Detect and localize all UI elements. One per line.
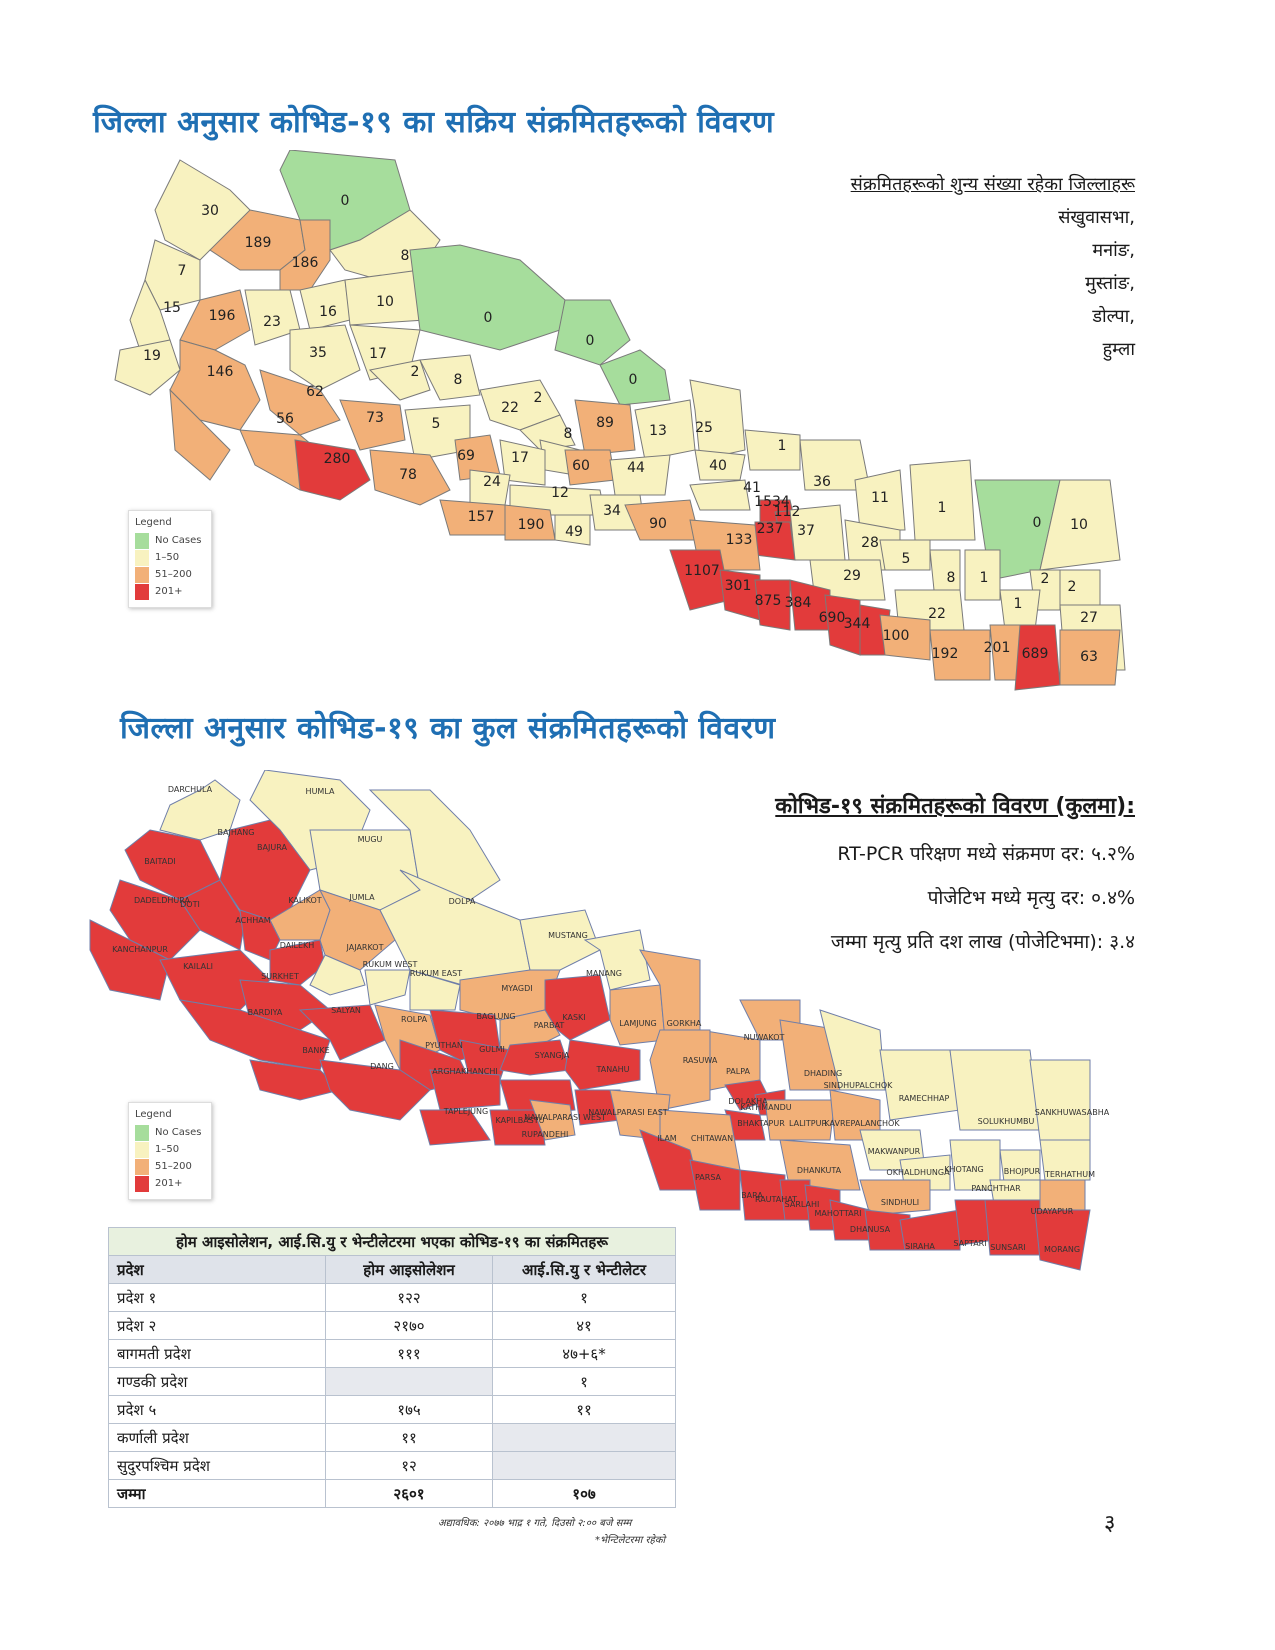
district-name-label: MUSTANG: [548, 931, 588, 940]
district-name-label: SUNSARI: [990, 1243, 1026, 1252]
district-case-count: 8: [563, 426, 573, 442]
district-name-label: PARBAT: [533, 1021, 565, 1030]
district-name-label: PYUTHAN: [425, 1041, 463, 1050]
table-row: [109, 1424, 676, 1452]
table-cell: जम्मा: [109, 1480, 326, 1508]
district-case-count: 201: [983, 640, 1011, 656]
legend-swatch: [135, 1176, 149, 1192]
district-case-count: 8: [453, 372, 463, 388]
district-case-count: 192: [931, 646, 959, 662]
district-name-label: NAWALPARASI WEST: [524, 1113, 606, 1122]
table-cell: १: [493, 1368, 676, 1396]
summary-heading: कोभिड-१९ संक्रमितहरूको विवरण (कुलमा):: [775, 794, 1135, 819]
table-cell: २६०१: [326, 1480, 493, 1508]
district-case-count: 196: [208, 308, 236, 324]
district-case-count: 133: [725, 532, 753, 548]
district-region: [610, 985, 665, 1045]
district-case-count: 189: [244, 235, 272, 251]
zero-case-district: मनांङ,: [1092, 240, 1135, 261]
district-case-count: 44: [627, 460, 645, 476]
district-case-count: 41: [743, 480, 761, 496]
district-name-label: DHADING: [803, 1069, 843, 1078]
district-case-count: 34: [603, 503, 621, 519]
district-name-label: MYAGDI: [501, 984, 533, 993]
district-name-label: KANCHANPUR: [112, 945, 168, 954]
district-case-count: 69: [457, 448, 475, 464]
district-name-label: KATHMANDU: [740, 1103, 792, 1112]
legend-label: 51–200: [155, 569, 192, 580]
table-cell: [493, 1424, 676, 1452]
district-name-label: DAILEKH: [279, 941, 315, 950]
legend-item: [135, 1176, 207, 1192]
district-case-count: 29: [843, 568, 861, 584]
table-cell: १२: [326, 1452, 493, 1480]
district-case-count: 0: [483, 310, 493, 326]
district-case-count: 280: [323, 451, 351, 467]
district-case-count: 15: [163, 300, 181, 316]
district-case-count: 7: [177, 263, 187, 279]
district-case-count: 1: [937, 500, 947, 516]
district-name-label: BARA: [741, 1191, 763, 1200]
district-name-label: BAITADI: [144, 857, 176, 866]
district-region: [430, 1070, 500, 1110]
district-name-label: DOLAKHA: [728, 1097, 768, 1106]
district-name-label: SINDHUPALCHOK: [823, 1081, 893, 1090]
district-name-label: RUKUM EAST: [409, 969, 463, 978]
district-case-count: 78: [399, 467, 417, 483]
district-region: [690, 480, 750, 510]
district-name-label: MAHOTTARI: [814, 1209, 862, 1218]
zero-case-district: डोल्पा,: [1092, 306, 1135, 327]
district-name-label: NAWALPARASI EAST: [588, 1108, 668, 1117]
legend-label: 51–200: [155, 1161, 192, 1172]
district-name-label: BAJHANG: [217, 828, 255, 837]
district-case-count: 17: [369, 346, 387, 362]
district-name-label: MANANG: [585, 969, 623, 978]
table-cell: [493, 1452, 676, 1480]
district-case-count: 11: [871, 490, 889, 506]
district-name-label: SINDHULI: [880, 1198, 920, 1207]
table-cell: प्रदेश १: [109, 1284, 326, 1312]
district-case-count: 689: [1021, 646, 1049, 662]
district-name-label: SARLAHI: [784, 1200, 820, 1209]
district-case-count: 63: [1080, 649, 1098, 665]
district-case-count: 16: [319, 304, 337, 320]
legend-label: No Cases: [155, 1127, 202, 1138]
legend-item: [135, 584, 207, 600]
district-case-count: 10: [376, 294, 394, 310]
table-cell: बागमती प्रदेश: [109, 1340, 326, 1368]
table-cell: १११: [326, 1340, 493, 1368]
district-region: [365, 970, 410, 1005]
district-name-label: RUKUM WEST: [362, 960, 418, 969]
district-case-count: 28: [861, 535, 879, 551]
legend-swatch: [135, 584, 149, 600]
map-legend: [128, 510, 212, 608]
district-name-label: DHANKUTA: [796, 1166, 842, 1175]
district-name-label: DANG: [370, 1062, 394, 1071]
district-case-count: 22: [501, 400, 519, 416]
legend-title: Legend: [135, 517, 172, 528]
table-caption: होम आइसोलेशन, आई.सि.यु र भेन्टीलेटरमा भएका कोभिड-१९ का संक्रमितहरू: [109, 1228, 676, 1256]
table-header: आई.सि.यु र भेन्टीलेटर: [493, 1256, 676, 1284]
district-region: [1035, 1210, 1090, 1270]
district-case-count: 8: [946, 570, 956, 586]
district-name-label: RAMECHHAP: [898, 1094, 950, 1103]
district-name-label: KAPILBASTU: [495, 1116, 545, 1125]
table-row: [109, 1396, 676, 1424]
table-row: [109, 1368, 676, 1396]
table-row: [109, 1452, 676, 1480]
table-header: होम आइसोलेशन: [326, 1256, 493, 1284]
case-fatality-rate: पोजेटिभ मध्ये मृत्यु दर: ०.४%: [927, 887, 1135, 909]
district-name-label: DARCHULA: [167, 785, 213, 794]
legend-item: [135, 533, 207, 549]
district-name-label: KAVREPALANCHOK: [824, 1119, 900, 1128]
district-case-count: 62: [306, 384, 324, 400]
district-name-label: BHAKTAPUR: [737, 1119, 785, 1128]
district-case-count: 1107: [684, 563, 720, 579]
district-name-label: DOLPA: [448, 897, 476, 906]
table-cell: गण्डकी प्रदेश: [109, 1368, 326, 1396]
district-case-count: 0: [585, 333, 595, 349]
district-case-count: 35: [309, 345, 327, 361]
district-region: [745, 430, 800, 470]
district-case-count: 384: [784, 595, 812, 611]
district-case-count: 237: [756, 521, 784, 537]
district-case-count: 186: [291, 255, 319, 271]
district-name-label: LALITPUR: [788, 1119, 828, 1128]
district-name-label: MAKWANPUR: [867, 1147, 921, 1156]
table-cell: ४१: [493, 1312, 676, 1340]
district-case-count: 36: [813, 474, 831, 490]
district-name-label: SOLUKHUMBU: [977, 1117, 1035, 1126]
district-region: [830, 1200, 870, 1240]
legend-label: 201+: [155, 586, 183, 597]
deaths-per-million: जम्मा मृत्यु प्रति दश लाख (पोजेटिभमा): ३.४: [830, 931, 1135, 953]
district-name-label: KAILALI: [183, 962, 213, 971]
district-case-count: 2: [533, 390, 543, 406]
legend-item: [135, 550, 207, 566]
zero-case-district: हुम्ला: [1102, 339, 1135, 360]
legend-swatch: [135, 550, 149, 566]
legend-item: [135, 1125, 207, 1141]
district-case-count: 5: [901, 551, 911, 567]
district-name-label: RASUWA: [682, 1056, 718, 1065]
district-case-count: 2: [410, 364, 420, 380]
district-name-label: ARGHAKHANCHI: [432, 1067, 498, 1076]
district-name-label: SIRAHA: [905, 1242, 935, 1251]
district-case-count: 2: [1040, 571, 1050, 587]
district-name-label: ROLPA: [400, 1015, 428, 1024]
legend-title: Legend: [135, 1109, 172, 1120]
district-case-count: 875: [754, 593, 782, 609]
legend-item: [135, 1142, 207, 1158]
legend-label: 1–50: [155, 1144, 180, 1155]
district-name-label: PANCHTHAR: [971, 1184, 1021, 1193]
district-case-count: 100: [882, 628, 910, 644]
district-case-count: 25: [695, 420, 713, 436]
table-cell: ४७+६*: [493, 1340, 676, 1368]
table-row: [109, 1340, 676, 1368]
district-case-count: 40: [709, 458, 727, 474]
district-case-count: 1: [1013, 596, 1023, 612]
district-region: [420, 355, 480, 400]
district-name-label: TANAHU: [596, 1065, 630, 1074]
district-case-count: 22: [928, 606, 946, 622]
table-cell: ११: [326, 1424, 493, 1452]
district-case-count: 10: [1070, 517, 1088, 533]
table-cell: प्रदेश २: [109, 1312, 326, 1340]
district-name-label: MORANG: [1043, 1245, 1081, 1254]
update-footnote: अद्यावधिक: २०७७ भाद्र १ गते, दिउसो २:०० बजे सम्म: [438, 1518, 632, 1529]
active-cases-title: जिल्ला अनुसार कोभिड-१९ का सक्रिय संक्रमितहरूको विवरण: [93, 105, 775, 140]
district-case-count: 89: [596, 415, 614, 431]
district-case-count: 301: [724, 578, 752, 594]
district-name-label: SANKHUWASABHA: [1034, 1108, 1110, 1117]
zero-case-district: मुस्तांङ,: [1085, 273, 1135, 294]
district-case-count: 30: [201, 203, 219, 219]
table-cell: २१७०: [326, 1312, 493, 1340]
total-cases-title: जिल्ला अनुसार कोभिड-१९ का कुल संक्रमितहरूको विवरण: [120, 711, 776, 746]
district-case-count: 49: [565, 524, 583, 540]
district-case-count: 8: [400, 248, 410, 264]
table-cell: ११: [493, 1396, 676, 1424]
district-case-count: 56: [276, 411, 294, 427]
district-name-label: UDAYAPUR: [1030, 1207, 1074, 1216]
district-name-label: SALYAN: [331, 1006, 361, 1015]
district-case-count: 0: [628, 372, 638, 388]
district-name-label: TAPLEJUNG: [443, 1107, 489, 1116]
district-case-count: 60: [572, 458, 590, 474]
legend-swatch: [135, 533, 149, 549]
district-name-label: SAPTARI: [953, 1239, 987, 1248]
table-cell: १२२: [326, 1284, 493, 1312]
legend-item: [135, 567, 207, 583]
legend-swatch: [135, 1142, 149, 1158]
district-name-label: SURKHET: [261, 972, 299, 981]
zero-case-districts: [851, 168, 1135, 366]
legend-label: 1–50: [155, 552, 180, 563]
district-name-label: BAGLUNG: [476, 1012, 516, 1021]
district-name-label: TERHATHUM: [1044, 1170, 1096, 1179]
district-name-label: ILAM: [657, 1134, 677, 1143]
district-name-label: LAMJUNG: [619, 1019, 657, 1028]
table-cell: १७५: [326, 1396, 493, 1424]
legend-swatch: [135, 567, 149, 583]
district-case-count: 24: [483, 474, 501, 490]
district-case-count: 27: [1080, 610, 1098, 626]
district-name-label: KALIKOT: [288, 896, 322, 905]
district-name-label: DADELDHURA: [134, 896, 190, 905]
district-name-label: PARSA: [694, 1173, 722, 1182]
district-case-count: 12: [551, 485, 569, 501]
legend-swatch: [135, 1159, 149, 1175]
district-case-count: 1: [979, 570, 989, 586]
district-case-count: 0: [1032, 515, 1042, 531]
district-case-count: 5: [431, 416, 441, 432]
ventilator-footnote: *भेन्टिलेटरमा रहेको: [595, 1535, 666, 1546]
district-case-count: 146: [206, 364, 234, 380]
table-row: [109, 1312, 676, 1340]
district-name-label: NUWAKOT: [743, 1033, 785, 1042]
table-cell: १: [493, 1284, 676, 1312]
table-total-row: [109, 1480, 676, 1508]
district-name-label: BARDIYA: [247, 1008, 283, 1017]
district-region: [410, 245, 565, 350]
legend-label: 201+: [155, 1178, 183, 1189]
map-legend: [128, 1102, 212, 1200]
table-cell: प्रदेश ५: [109, 1396, 326, 1424]
district-case-count: 19: [143, 348, 161, 364]
district-case-count: 1: [777, 438, 787, 454]
page-number: ३: [1104, 1511, 1116, 1536]
district-case-count: 190: [517, 517, 545, 533]
district-case-count: 112: [773, 504, 801, 520]
district-name-label: BANKE: [302, 1046, 330, 1055]
district-name-label: PALPA: [725, 1067, 751, 1076]
district-name-label: CHITAWAN: [690, 1134, 734, 1143]
district-name-label: JUMLA: [349, 893, 375, 902]
district-name-label: OKHALDHUNGA: [886, 1168, 950, 1177]
summary-stats: [775, 790, 1135, 964]
district-case-count: 37: [797, 523, 815, 539]
district-region: [295, 440, 370, 500]
legend-label: No Cases: [155, 535, 202, 546]
district-name-label: RAUTAHAT: [754, 1195, 798, 1204]
district-name-label: GULMI: [479, 1045, 505, 1054]
zero-case-heading: संक्रमितहरूको शुन्य संख्या रहेका जिल्लाहरू: [850, 174, 1135, 195]
district-case-count: 90: [649, 516, 667, 532]
district-case-count: 690: [818, 610, 846, 626]
district-case-count: 2: [1067, 579, 1077, 595]
district-name-label: ACHHAM: [235, 916, 271, 925]
district-name-label: SYANGJA: [534, 1051, 570, 1060]
district-case-count: 157: [467, 509, 495, 525]
table-cell: १०७: [493, 1480, 676, 1508]
legend-item: [135, 1159, 207, 1175]
table-cell: सुदुरपश्चिम प्रदेश: [109, 1452, 326, 1480]
district-case-count: 1534: [754, 494, 790, 510]
positivity-rate: RT-PCR परिक्षण मध्ये संक्रमण दर: ५.२%: [837, 843, 1135, 865]
district-name-label: MUGU: [357, 835, 383, 844]
table-cell: कर्णाली प्रदेश: [109, 1424, 326, 1452]
district-case-count: 344: [843, 616, 871, 632]
zero-case-district: संखुवासभा,: [1058, 207, 1135, 228]
district-region: [1060, 570, 1100, 610]
district-name-label: DHANUSA: [849, 1225, 891, 1234]
district-name-label: BAJURA: [257, 843, 287, 852]
table-header: प्रदेश: [109, 1256, 326, 1284]
district-case-count: 73: [366, 410, 384, 426]
district-name-label: RUPANDEHI: [521, 1130, 569, 1139]
district-name-label: BHOJPUR: [1003, 1167, 1041, 1176]
table-row: [109, 1284, 676, 1312]
district-name-label: HUMLA: [305, 787, 335, 796]
district-case-count: 23: [263, 314, 281, 330]
district-name-label: JAJARKOT: [346, 943, 384, 952]
table-cell: [326, 1368, 493, 1396]
district-name-label: GORKHA: [666, 1019, 702, 1028]
district-case-count: 17: [511, 450, 529, 466]
district-case-count: 0: [340, 193, 350, 209]
district-case-count: 13: [649, 423, 667, 439]
district-name-label: KHOTANG: [944, 1165, 984, 1174]
district-region: [1030, 1060, 1090, 1140]
legend-swatch: [135, 1125, 149, 1141]
isolation-icu-table: [108, 1227, 676, 1508]
district-name-label: DOTI: [180, 900, 200, 909]
district-name-label: KASKI: [562, 1013, 586, 1022]
